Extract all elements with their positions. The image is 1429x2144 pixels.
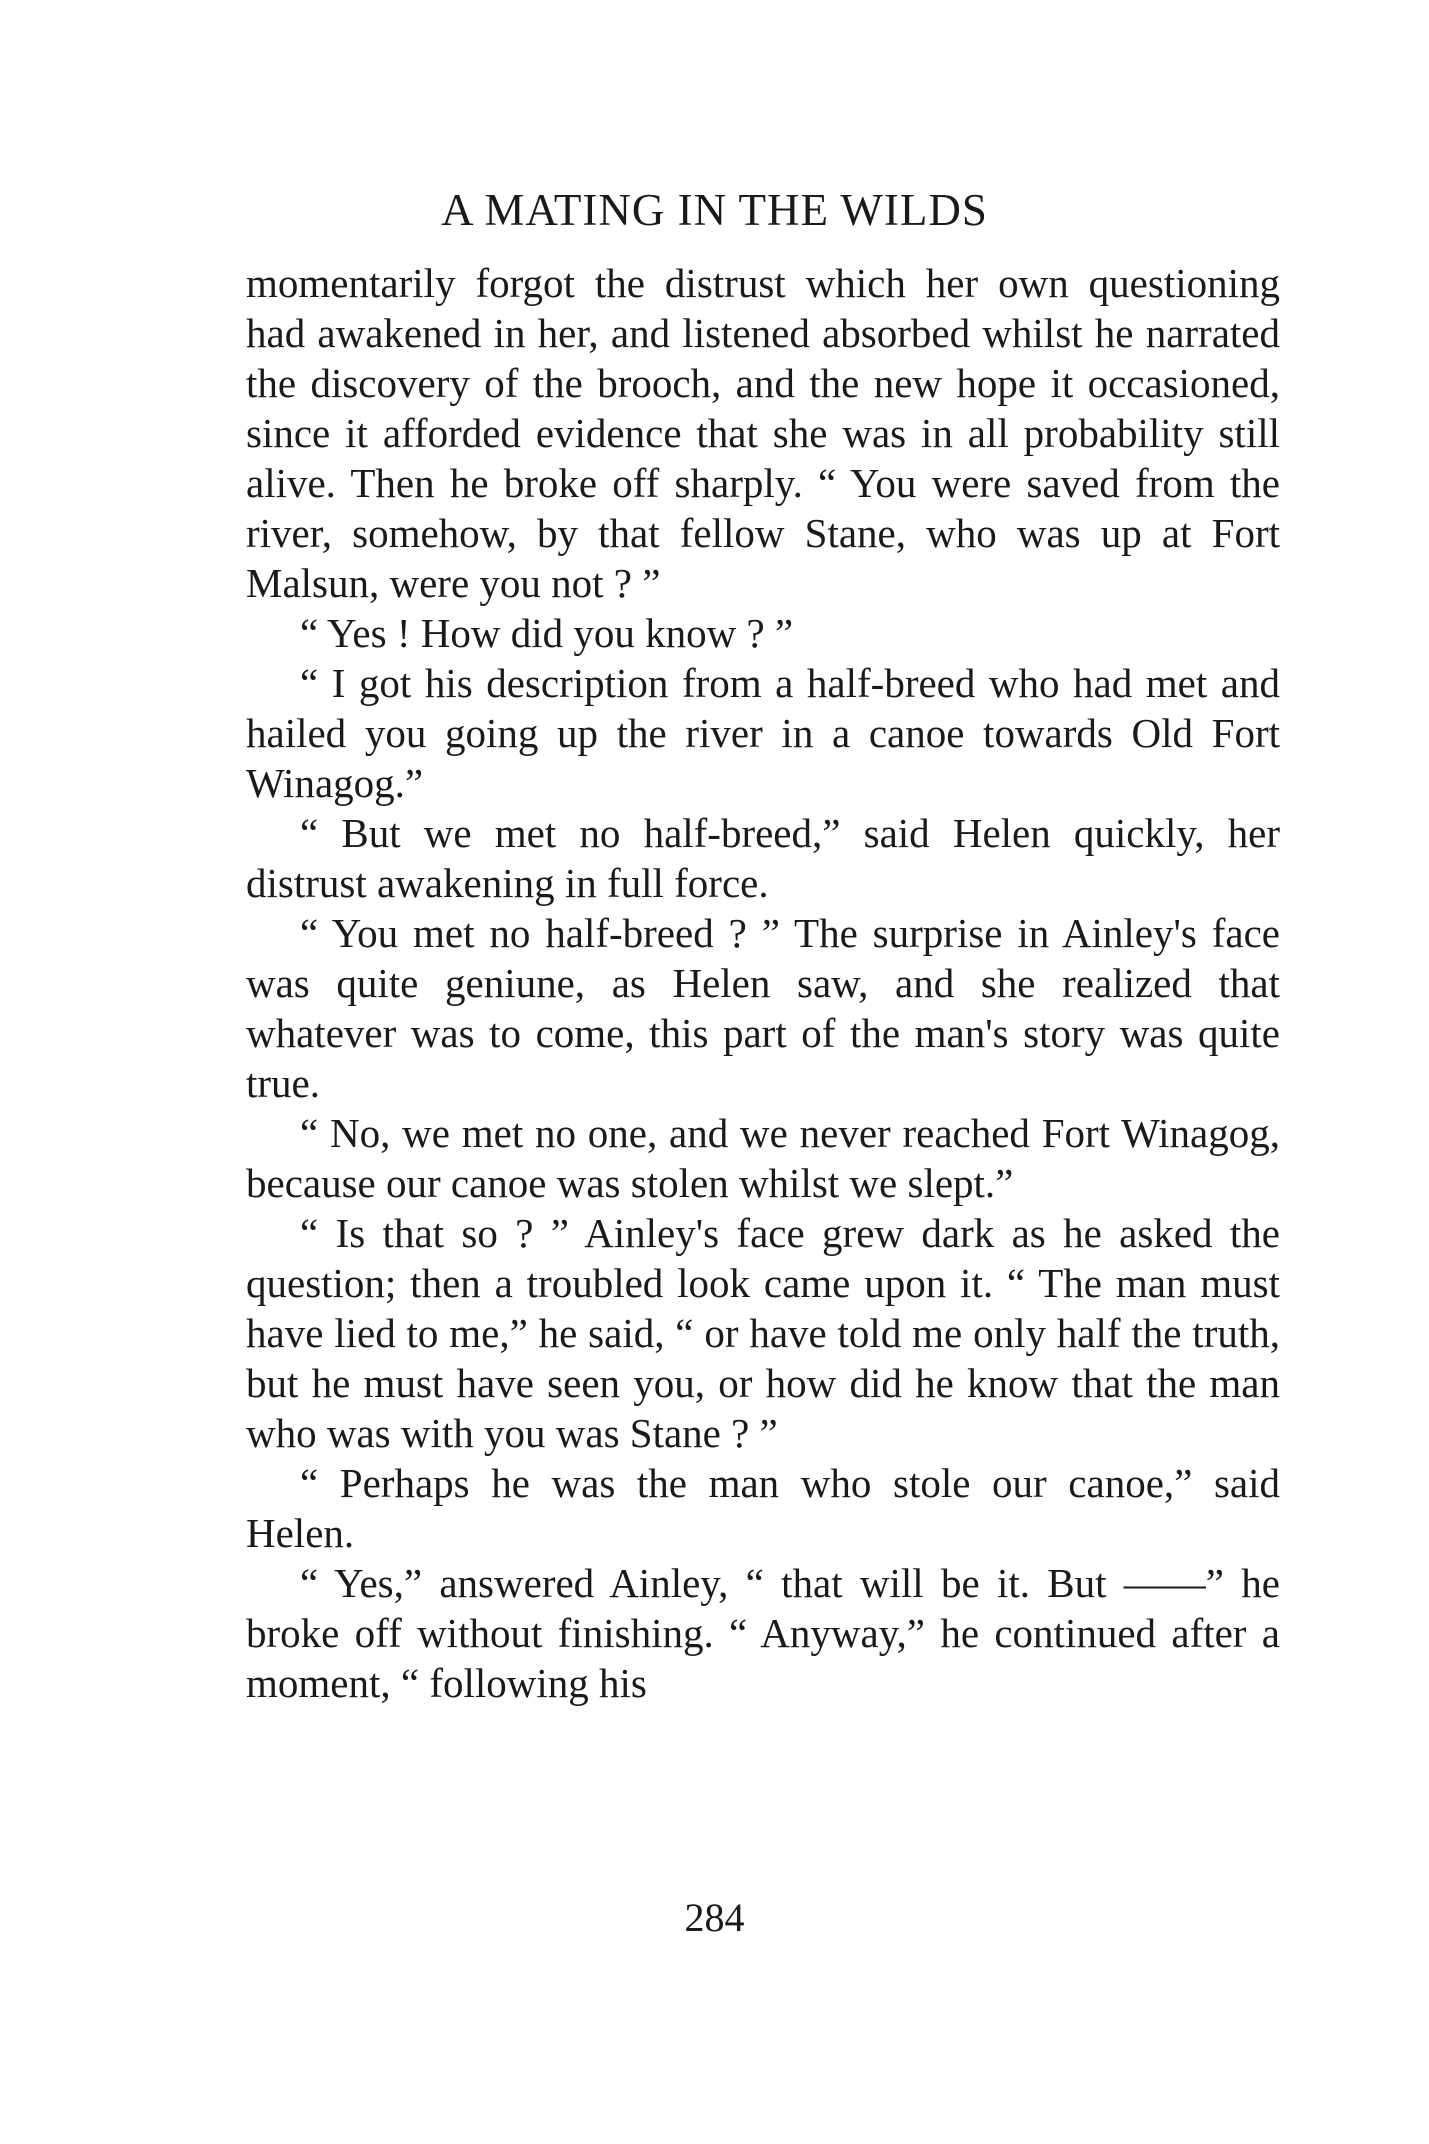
paragraph-2: “ Yes ! How did you know ? ” [300,610,794,656]
running-head: A MATING IN THE WILDS [441,185,988,235]
paragraph-9: “ Yes,” answered Ainley, “ that will be it. But ——” he broke off without finishing. “ Anyway,” he continued after a moment, “ following his [246,1560,1280,1706]
paragraph-7: “ Is that so ? ” Ainley's face grew dark as he asked the question; then a troubled look came upon it. “ The man must have lied to me,” he said, “ or have told me only half the truth, but he must have seen you, or how did he know that the man who was with you was Stane ? ” [246,1210,1280,1456]
paragraph-3: “ I got his description from a half-breed who had met and hailed you going up the river in a canoe towards Old Fort Winagog.” [246,660,1280,806]
paragraph-1: momentarily forgot the distrust which her own questioning had awakened in her, and listened absorbed whilst he narrated the discovery of the brooch, and the new hope it occasioned, since it afforded evidence that she was in all probability still alive. Then he broke off sharply. “ You were saved from the river, somehow, by that fellow Stane, who was up at Fort Malsun, were you not ? ” [246,260,1280,606]
paragraph-4: “ But we met no half-breed,” said Helen quickly, her distrust awakening in full force. [246,810,1280,906]
body-text [246,258,1280,1708]
page-number: 284 [684,1895,745,1940]
paragraph-5: “ You met no half-breed ? ” The surprise in Ainley's face was quite geniune, as Helen saw, and she realized that whatever was to come, this part of the man's story was quite true. [246,910,1280,1106]
paragraph-8: “ Perhaps he was the man who stole our canoe,” said Helen. [246,1460,1280,1556]
paragraph-6: “ No, we met no one, and we never reached Fort Winagog, because our canoe was stolen whilst we slept.” [246,1110,1280,1206]
